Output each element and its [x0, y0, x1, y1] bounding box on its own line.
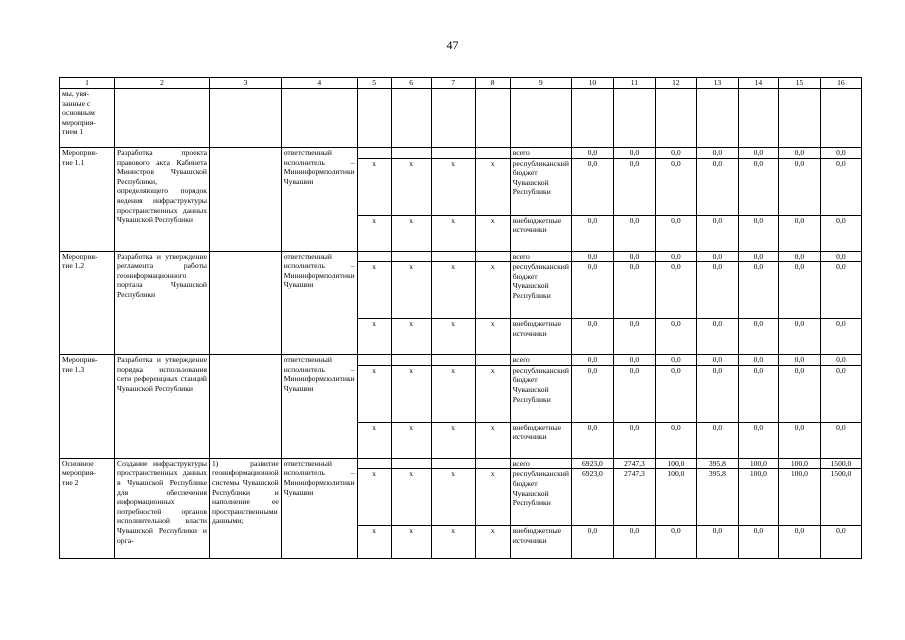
- value-cell: 100,0: [738, 458, 778, 469]
- executor: ответственный исполнитель – Мининформполитики Чувашии: [281, 251, 357, 355]
- value-cell: 0,0: [655, 148, 696, 159]
- code-cell: x: [357, 526, 391, 559]
- empty-cell: [115, 89, 210, 148]
- code-cell: x: [357, 262, 391, 319]
- value-cell: 0,0: [738, 365, 778, 422]
- code-cell: x: [391, 422, 431, 458]
- value-cell: 0,0: [738, 251, 778, 262]
- value-cell: 0,0: [738, 355, 778, 366]
- column-header: 4: [281, 78, 357, 89]
- continuation-row: [60, 89, 862, 148]
- value-cell: 0,0: [613, 215, 655, 251]
- value-cell: 0,0: [571, 251, 613, 262]
- value-cell: 0,0: [820, 148, 861, 159]
- code-cell: x: [431, 215, 475, 251]
- budget-table: [59, 77, 862, 559]
- value-cell: 0,0: [696, 319, 738, 355]
- value-cell: 0,0: [778, 251, 820, 262]
- code-cell: [357, 458, 391, 469]
- column-header: 6: [391, 78, 431, 89]
- empty-cell: [391, 89, 431, 148]
- code-cell: x: [357, 158, 391, 215]
- code-cell: x: [431, 365, 475, 422]
- code-cell: x: [391, 469, 431, 526]
- value-cell: 0,0: [696, 148, 738, 159]
- event-goal: [210, 251, 282, 355]
- value-cell: 0,0: [696, 365, 738, 422]
- value-cell: 0,0: [778, 158, 820, 215]
- event-name: Мероприя- тие 1.3: [60, 355, 115, 459]
- value-cell: 0,0: [778, 365, 820, 422]
- code-cell: [357, 148, 391, 159]
- value-cell: 0,0: [696, 158, 738, 215]
- empty-cell: [510, 89, 571, 148]
- code-cell: x: [475, 469, 510, 526]
- value-cell: 0,0: [738, 262, 778, 319]
- value-cell: 0,0: [778, 148, 820, 159]
- code-cell: x: [391, 158, 431, 215]
- value-cell: 0,0: [696, 215, 738, 251]
- event-goal: [210, 148, 282, 252]
- code-cell: x: [431, 319, 475, 355]
- value-cell: 0,0: [613, 526, 655, 559]
- value-cell: 0,0: [571, 355, 613, 366]
- value-cell: 0,0: [571, 365, 613, 422]
- code-cell: x: [475, 526, 510, 559]
- empty-cell: [613, 89, 655, 148]
- code-cell: [391, 251, 431, 262]
- empty-cell: [738, 89, 778, 148]
- value-cell: 0,0: [696, 526, 738, 559]
- value-cell: 100,0: [655, 469, 696, 526]
- value-cell: 0,0: [655, 355, 696, 366]
- code-cell: x: [391, 526, 431, 559]
- code-cell: x: [475, 319, 510, 355]
- code-cell: [475, 458, 510, 469]
- code-cell: x: [475, 365, 510, 422]
- code-cell: [431, 355, 475, 366]
- code-cell: [391, 355, 431, 366]
- value-cell: 0,0: [820, 365, 861, 422]
- code-cell: x: [475, 262, 510, 319]
- code-cell: [475, 355, 510, 366]
- value-cell: 0,0: [778, 422, 820, 458]
- value-cell: 0,0: [655, 365, 696, 422]
- column-header: 12: [655, 78, 696, 89]
- value-cell: 0,0: [571, 158, 613, 215]
- code-cell: x: [391, 262, 431, 319]
- empty-cell: [357, 89, 391, 148]
- code-cell: x: [475, 422, 510, 458]
- value-cell: 0,0: [613, 422, 655, 458]
- value-cell: 100,0: [738, 469, 778, 526]
- value-cell: 0,0: [613, 319, 655, 355]
- column-header: 14: [738, 78, 778, 89]
- value-cell: 0,0: [820, 526, 861, 559]
- funding-source: всего: [510, 148, 571, 159]
- value-cell: 0,0: [778, 355, 820, 366]
- value-cell: 395,8: [696, 458, 738, 469]
- code-cell: [391, 148, 431, 159]
- value-cell: 0,0: [655, 319, 696, 355]
- event-description: Создание инфраструктуры пространственных данных в Чувашской Республике для обеспечения информационных потребностей органов исполнительной власти Чувашской Республики и орга-: [115, 458, 210, 559]
- table-row: [60, 251, 862, 262]
- value-cell: 0,0: [571, 215, 613, 251]
- column-header: 5: [357, 78, 391, 89]
- column-header: 8: [475, 78, 510, 89]
- empty-cell: [696, 89, 738, 148]
- column-header: 1: [60, 78, 115, 89]
- funding-source: внебюджетные источники: [510, 422, 571, 458]
- column-header: 7: [431, 78, 475, 89]
- code-cell: [431, 458, 475, 469]
- code-cell: x: [475, 158, 510, 215]
- value-cell: 0,0: [696, 422, 738, 458]
- event-name: Мероприя- тие 1.2: [60, 251, 115, 355]
- value-cell: 0,0: [738, 158, 778, 215]
- funding-source: республиканский бюджет Чувашской Республики: [510, 262, 571, 319]
- funding-source: внебюджетные источники: [510, 215, 571, 251]
- empty-cell: [571, 89, 613, 148]
- event-description: Разработка и утверждение порядка использования сети референцных станций Чувашской Республики: [115, 355, 210, 459]
- value-cell: 0,0: [820, 355, 861, 366]
- value-cell: 0,0: [738, 215, 778, 251]
- code-cell: x: [475, 215, 510, 251]
- value-cell: 1500,0: [820, 458, 861, 469]
- value-cell: 0,0: [613, 251, 655, 262]
- value-cell: 0,0: [613, 355, 655, 366]
- header-row: [60, 78, 862, 89]
- event-description: Разработка проекта правового акта Кабинета Министров Чувашской Республики, определяющего порядок ведения инфраструктуры пространственных данных Чувашской Республики: [115, 148, 210, 252]
- value-cell: 0,0: [778, 526, 820, 559]
- empty-cell: [655, 89, 696, 148]
- value-cell: 0,0: [613, 262, 655, 319]
- value-cell: 0,0: [613, 158, 655, 215]
- code-cell: x: [391, 319, 431, 355]
- code-cell: [431, 251, 475, 262]
- funding-source: внебюджетные источники: [510, 526, 571, 559]
- value-cell: 0,0: [738, 422, 778, 458]
- value-cell: 0,0: [696, 355, 738, 366]
- empty-cell: [475, 89, 510, 148]
- event-name: мы, увя- занные с основным мероприя- тием 1: [60, 89, 115, 148]
- funding-source: республиканский бюджет Чувашской Республики: [510, 158, 571, 215]
- code-cell: [357, 355, 391, 366]
- value-cell: 0,0: [820, 215, 861, 251]
- value-cell: 0,0: [738, 148, 778, 159]
- value-cell: 0,0: [571, 526, 613, 559]
- executor: ответственный исполнитель – Мининформполитики Чувашии: [281, 355, 357, 459]
- value-cell: 0,0: [655, 526, 696, 559]
- table-row: [60, 458, 862, 469]
- value-cell: 0,0: [778, 262, 820, 319]
- value-cell: 6923,0: [571, 458, 613, 469]
- funding-source: всего: [510, 355, 571, 366]
- code-cell: x: [391, 365, 431, 422]
- column-header: 2: [115, 78, 210, 89]
- value-cell: 0,0: [820, 422, 861, 458]
- empty-cell: [431, 89, 475, 148]
- value-cell: 1500,0: [820, 469, 861, 526]
- table-row: [60, 355, 862, 366]
- column-header: 10: [571, 78, 613, 89]
- column-header: 3: [210, 78, 282, 89]
- value-cell: 2747,3: [613, 469, 655, 526]
- code-cell: x: [431, 526, 475, 559]
- value-cell: 0,0: [738, 526, 778, 559]
- value-cell: 6923,0: [571, 469, 613, 526]
- funding-source: всего: [510, 251, 571, 262]
- value-cell: 0,0: [655, 422, 696, 458]
- event-name: Мероприя- тие 1.1: [60, 148, 115, 252]
- value-cell: 0,0: [820, 262, 861, 319]
- funding-source: республиканский бюджет Чувашской Республики: [510, 365, 571, 422]
- code-cell: [431, 148, 475, 159]
- code-cell: [357, 251, 391, 262]
- column-header: 9: [510, 78, 571, 89]
- code-cell: x: [357, 215, 391, 251]
- column-header: 11: [613, 78, 655, 89]
- code-cell: x: [431, 422, 475, 458]
- value-cell: 0,0: [571, 148, 613, 159]
- value-cell: 0,0: [613, 148, 655, 159]
- empty-cell: [210, 89, 282, 148]
- page-number: 47: [446, 38, 459, 52]
- empty-cell: [820, 89, 861, 148]
- value-cell: 0,0: [778, 215, 820, 251]
- code-cell: [391, 458, 431, 469]
- value-cell: 0,0: [655, 251, 696, 262]
- value-cell: 0,0: [696, 251, 738, 262]
- code-cell: x: [357, 422, 391, 458]
- value-cell: 0,0: [778, 319, 820, 355]
- event-name: Основное мероприя- тие 2: [60, 458, 115, 559]
- executor: ответственный исполнитель – Мининформполитики Чувашии: [281, 458, 357, 559]
- code-cell: x: [357, 365, 391, 422]
- value-cell: 0,0: [820, 158, 861, 215]
- value-cell: 0,0: [571, 319, 613, 355]
- value-cell: 395,8: [696, 469, 738, 526]
- value-cell: 2747,3: [613, 458, 655, 469]
- value-cell: 100,0: [778, 458, 820, 469]
- empty-cell: [778, 89, 820, 148]
- code-cell: x: [357, 319, 391, 355]
- code-cell: [475, 148, 510, 159]
- table-row: [60, 148, 862, 159]
- value-cell: 0,0: [820, 319, 861, 355]
- value-cell: 0,0: [655, 215, 696, 251]
- value-cell: 0,0: [820, 251, 861, 262]
- code-cell: x: [431, 158, 475, 215]
- code-cell: [475, 251, 510, 262]
- code-cell: x: [431, 262, 475, 319]
- value-cell: 0,0: [738, 319, 778, 355]
- value-cell: 0,0: [655, 158, 696, 215]
- value-cell: 0,0: [571, 262, 613, 319]
- value-cell: 0,0: [613, 365, 655, 422]
- event-goal: 1) развитие геоинформационной системы Чувашской Республики и наполнение ее пространственными данными;: [210, 458, 282, 559]
- column-header: 13: [696, 78, 738, 89]
- funding-source: всего: [510, 458, 571, 469]
- column-header: 15: [778, 78, 820, 89]
- code-cell: x: [357, 469, 391, 526]
- funding-source: республиканский бюджет Чувашской Республики: [510, 469, 571, 526]
- event-description: Разработка и утверждение регламента работы геоинформационного портала Чувашской Республики: [115, 251, 210, 355]
- code-cell: x: [391, 215, 431, 251]
- executor: ответственный исполнитель – Мининформполитики Чувашии: [281, 148, 357, 252]
- value-cell: 0,0: [571, 422, 613, 458]
- event-goal: [210, 355, 282, 459]
- code-cell: x: [431, 469, 475, 526]
- value-cell: 0,0: [655, 262, 696, 319]
- value-cell: 100,0: [655, 458, 696, 469]
- column-header: 16: [820, 78, 861, 89]
- empty-cell: [281, 89, 357, 148]
- funding-source: внебюджетные источники: [510, 319, 571, 355]
- value-cell: 100,0: [778, 469, 820, 526]
- value-cell: 0,0: [696, 262, 738, 319]
